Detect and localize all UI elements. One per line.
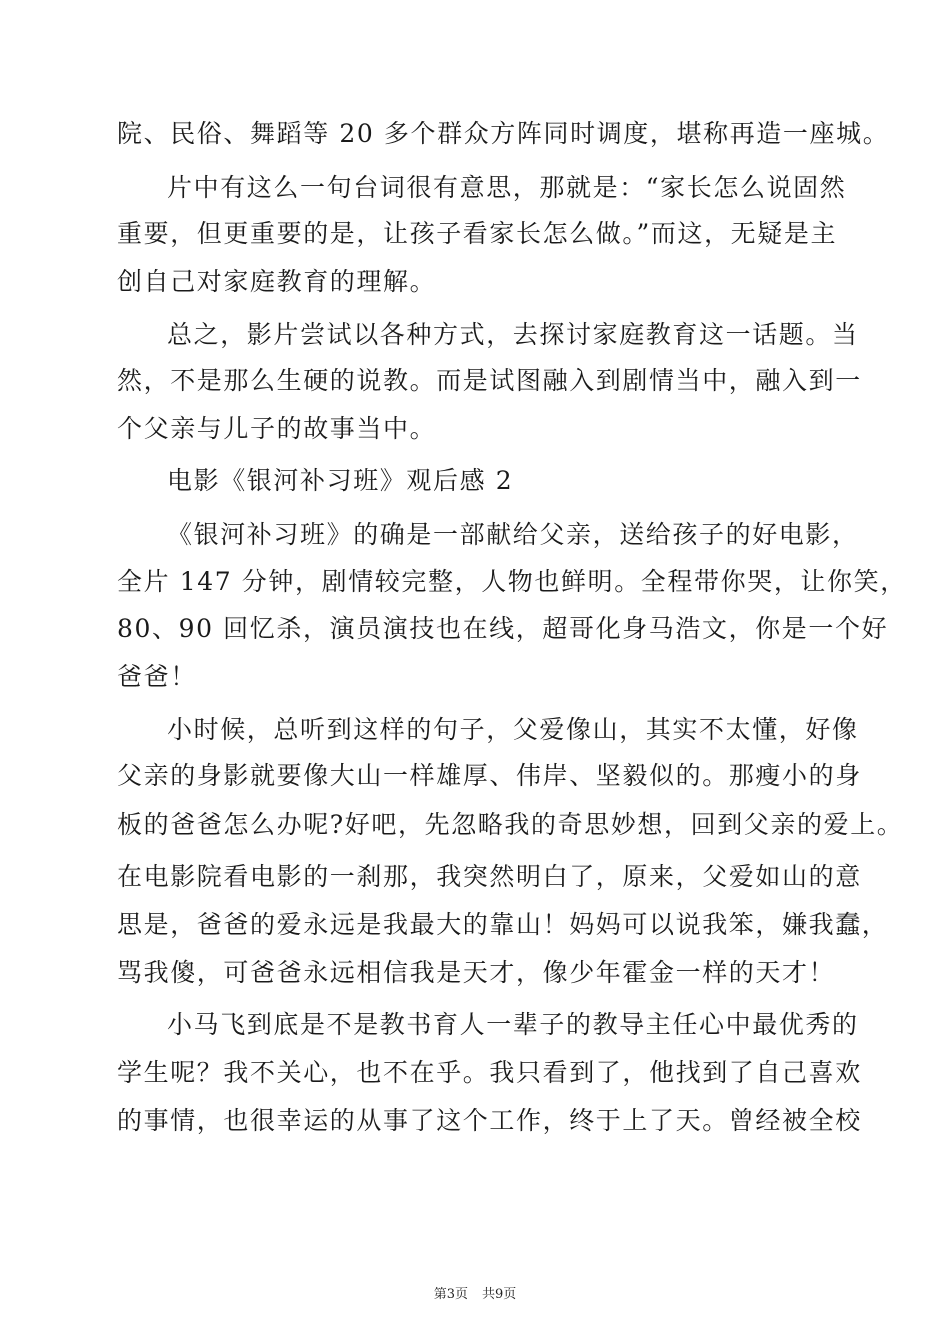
body-line: 小马飞到底是不是教书育人一辈子的教导主任心中最优秀的 [167,1010,859,1039]
page-footer [0,1283,950,1302]
body-line: 《银河补习班》的确是一部献给父亲，送给孩子的好电影， [167,520,859,549]
body-line: 总之，影片尝试以各种方式，去探讨家庭教育这一话题。当 [167,320,859,349]
body-line: 然，不是那么生硬的说教。而是试图融入到剧情当中，融入到一 [117,366,862,395]
body-line: 重要，但更重要的是，让孩子看家长怎么做。”而这，无疑是主 [117,219,838,248]
page-total: 共9页 [482,1287,517,1302]
body-line: 学生呢？我不关心，也不在乎。我只看到了，他找到了自己喜欢 [117,1058,862,1087]
body-line: 全片 147 分钟，剧情较完整，人物也鲜明。全程带你哭，让你笑， [117,567,907,596]
page-number: 第3页 [433,1287,468,1302]
body-line: 父亲的身影就要像大山一样雄厚、伟岸、坚毅似的。那瘦小的身 [117,761,862,790]
body-line: 80、90 回忆杀，演员演技也在线，超哥化身马浩文，你是一个好 [117,614,889,643]
section-heading: 电影《银河补习班》观后感 2 [167,466,514,495]
body-line: 的事情，也很幸运的从事了这个工作，终于上了天。曾经被全校 [117,1106,862,1135]
body-line: 骂我傻，可爸爸永远相信我是天才，像少年霍金一样的天才！ [117,958,836,987]
body-line: 小时候，总听到这样的句子，父爱像山，其实不太懂，好像 [167,715,859,744]
body-line: 爸爸！ [117,662,197,691]
body-line: 板的爸爸怎么办呢?好吧，先忽略我的奇思妙想，回到父亲的爱上。 [117,810,904,839]
body-line: 在电影院看电影的一刹那，我突然明白了，原来，父爱如山的意 [117,862,862,891]
body-line: 思是，爸爸的爱永远是我最大的靠山！妈妈可以说我笨，嫌我蠢， [117,910,889,939]
body-line: 院、民俗、舞蹈等 20 多个群众方阵同时调度，堪称再造一座城。 [117,119,890,148]
body-line: 个父亲与儿子的故事当中。 [117,414,437,443]
body-line: 创自己对家庭教育的理解。 [117,267,437,296]
body-line: 片中有这么一句台词很有意思，那就是：“家长怎么说固然 [167,173,847,202]
